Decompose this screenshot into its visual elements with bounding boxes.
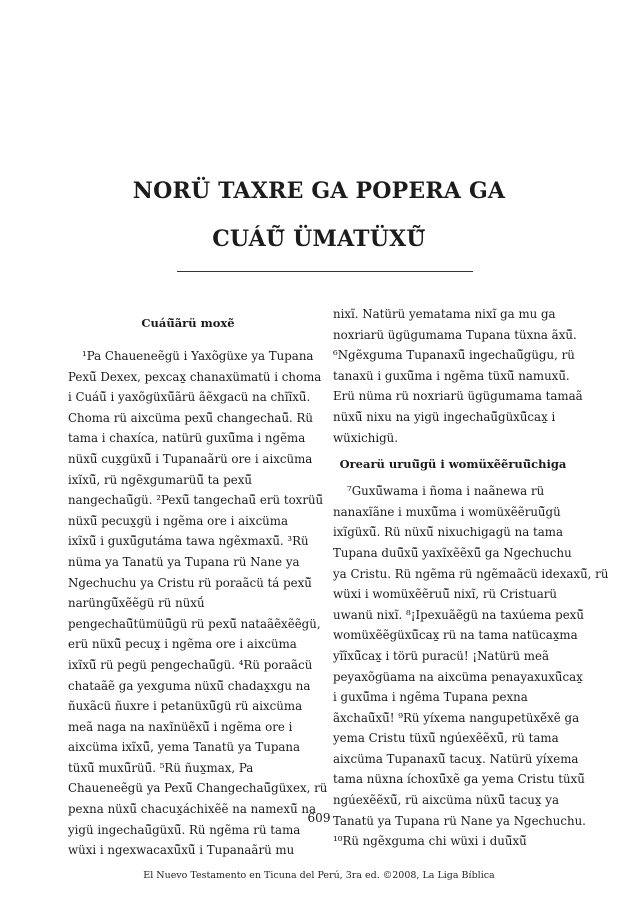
text-line: aixcüma ixĩxũ̃, yema Tanatü ya Tupana [68, 740, 301, 755]
text-line: meã naga na naxĩnüẽxũ̃ i ngẽma ore i [68, 719, 293, 734]
section-heading-left: Cuáũ̃ãrü moxẽ [141, 316, 235, 330]
text-line: tanaxü i guxũ̃ma i ngẽma tüxũ̃ namuxũ̃. [333, 368, 570, 383]
text-line: nixĩ. Natürü yematama nixĩ ga mu ga [333, 307, 556, 321]
text-line: nüxũ̃ nixu na yigü ingechaũ̃güxũ̃cax̱ i [333, 409, 556, 424]
text-line: Chaueneẽgü ya Pexũ̃ Changechaũ̃güxex, rü [68, 781, 328, 796]
text-line: noxriarü ügügumama Tupana tüxna ãxũ̃. [333, 327, 577, 342]
text-line: pengechaũ̃tümüũ̃gü rü pexũ̃ nataãẽxẽẽgü, [68, 616, 321, 631]
text-line: peyaxõgüama na aixcüma penayaxuxũ̃cax̱ [333, 669, 583, 684]
text-line: ixĩxũ̃ i guxũ̃gutáma tawa ngẽxmaxũ̃. ³Rü [68, 534, 309, 549]
text-line: ¹Pa Chaueneẽgü i Yaxõgüxe ya Tupana [82, 349, 314, 363]
text-line: ya Cristu. Rü ngẽma rü ngẽmaãcü idexaxũ̃, rü [333, 566, 609, 581]
text-line: nanaxĩãne i muxũ̃ma i womüxẽẽruũ̃gü [333, 504, 561, 519]
right-column [333, 304, 609, 852]
text-line: ixĩxũ̃, rü ngẽxgumarüũ̃ ta pexũ̃ [68, 472, 252, 487]
text-line: yema Cristu tüxũ̃ ngúexẽẽxũ̃, rü tama [333, 731, 559, 746]
text-line: Choma rü aixcüma pexũ̃ changechaũ̃. Rü [68, 410, 314, 425]
text-line: aixcüma Tupanaxũ̃ tacux̱. Natürü yíxema [333, 751, 579, 766]
footer-citation: El Nuevo Testamento en Ticuna del Perú, 3ra ed. ©2008, La Liga Bíblica [143, 870, 495, 881]
text-line: i guxũ̃ma i ngẽma Tupana pexna [333, 690, 528, 705]
text-line: erü nüxũ̃ pecux̱ i ngẽma ore i aixcüma [68, 637, 297, 652]
text-line: ngúexẽẽxũ̃, rü aixcüma nüxũ̃ tacux̱ ya [333, 793, 559, 808]
book-title-line-2: CUÁŨ̃ ÜMATÜXŨ̃ [212, 226, 426, 252]
text-line: nüma ya Tanatü ya Tupana rü Nane ya [68, 554, 300, 569]
text-line: ixĩxũ̃ rü pegü pengechaũ̃gü. ⁴Rü poraãcü [68, 657, 313, 672]
text-line: Tanatü ya Tupana rü Nane ya Ngechuchu. [333, 813, 586, 828]
text-line: nangechaũ̃gü. ²Pexũ̃ tangechaũ̃ erü toxrüũ̃ [68, 493, 324, 508]
text-line: chataãẽ ga yexguma nüxũ̃ chadax̱xgu na [68, 678, 311, 693]
text-line: ixĩgüxũ̃. Rü nüxũ̃ nixuchigagü na tama [333, 525, 563, 540]
text-line: wüxi i ngexwacaxũ̃xũ̃ i Tupanaãrü mu [68, 843, 295, 858]
right-text-block-top [333, 304, 583, 448]
text-line: tüxũ̃ muxũ̃rüũ̃. ⁵Rü ñux̱max, Pa [68, 760, 254, 775]
text-line: Tupana duũ̃xũ̃ yaxĩxẽẽxũ̃ ga Ngechuchu [333, 545, 572, 560]
section-heading-right: Orearü uruũ̃gü i womüxẽẽruũ̃chiga [339, 457, 567, 472]
text-line: wüxi i womüxẽẽruũ̃ nixĩ, rü Cristuarü [333, 587, 557, 602]
text-line: yĩĩxũ̃cax̱ i törü puracü! ¡Natürü meã [333, 648, 549, 663]
text-line: ⁶Ngẽxguma Tupanaxũ̃ ingechaũ̃gügu, rü [333, 348, 575, 363]
text-line: Pexũ̃ Dexex, pexcax̱ chanaxümatü i choma [68, 369, 322, 384]
text-line: Ngechuchu ya Cristu rü poraãcü tá pexũ̃ [68, 575, 312, 590]
page-number: 609 [307, 811, 331, 825]
text-line: yigü ingechaũ̃güxũ̃. Rü ngẽma rü tama [68, 822, 301, 837]
text-line: tama nüxna íchoxũ̃xẽ ga yema Cristu tüxũ̃ [333, 772, 585, 787]
text-line: womüxẽẽgüxũ̃cax̱ rü na tama natücax̱ma [333, 628, 578, 643]
text-line: pexna nüxũ̃ chacux̱áchixẽẽ na namexũ̃ na [68, 802, 317, 817]
title-divider [177, 271, 473, 272]
text-line: Erü nüma rü noxriarü ügügumama tamaã [333, 389, 583, 404]
text-line: narüngũ̃xẽẽgü rü nüxṹ [68, 596, 205, 611]
text-line: nüxũ̃ cux̱güxũ̃ i Tupanaãrü ore i aixcüma [68, 451, 313, 466]
text-line: ñuxãcü ñuxre i petanüxũ̃gü rü aixcüma [68, 699, 303, 714]
text-line: ¹⁰Rü ngẽxguma chi wüxi i duũ̃xũ̃ [333, 834, 527, 849]
right-text-block-bottom [333, 481, 609, 852]
text-line: ãxchaũ̃xũ̃! ⁹Rü yíxema nangupetüxẽ́xẽ ga [333, 710, 580, 725]
book-title-line-1: NORÜ TAXRE GA POPERA GA [132, 178, 506, 204]
text-line: tama i chaxíca, natürü guxũ̃ma i ngẽma [68, 431, 306, 446]
text-line: wüxichigü. [333, 430, 398, 445]
text-line: i Cuáũ̃ i yaxõgüxũ̃ãrü ãẽxgacü na chĩĩxũ̃. [68, 390, 311, 405]
text-line: uwanü nixĩ. ⁸¡Ipexuãẽgü na taxúema pexũ̃ [333, 607, 584, 622]
text-line: nüxũ̃ pecux̱gü i ngẽma ore i aixcüma [68, 513, 288, 528]
text-line: ⁷Guxũ̃wama i ñoma i naãnewa rü [347, 484, 545, 499]
